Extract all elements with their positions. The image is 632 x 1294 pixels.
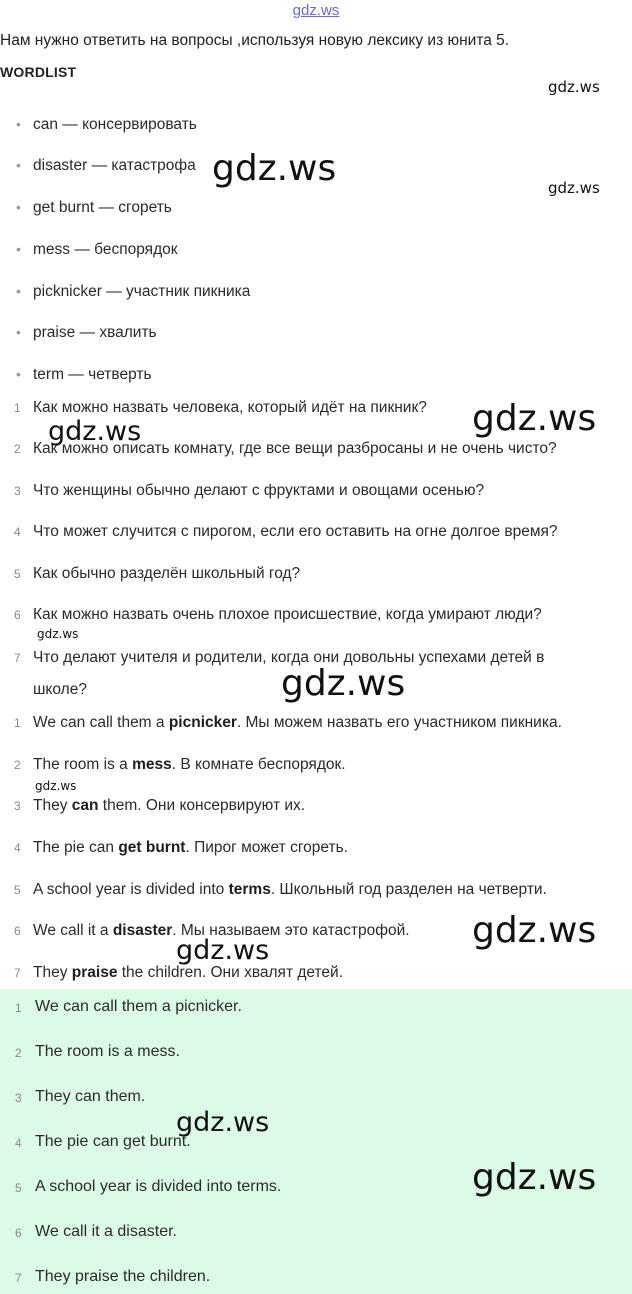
watermark: gdz.ws (548, 78, 600, 96)
keyword: get burnt (118, 839, 186, 856)
bullet-icon: • (16, 241, 21, 257)
watermark: gdz.ws (35, 779, 77, 793)
watermark: gdz.ws (472, 398, 597, 439)
bullet-icon: • (16, 324, 21, 340)
keyword: disaster (112, 922, 173, 939)
keyword: terms (228, 881, 271, 898)
answers-panel: 1 We can call them a picnicker. 2 The room is a mess. 3 They can them. 4 The pie can get burnt. 5 A school year is divided into terms. 6 We call it a disaster. 7 They praise the children. (0, 989, 632, 1294)
watermark: gdz.ws (37, 627, 79, 641)
keyword: mess (132, 756, 172, 773)
watermark: gdz.ws (472, 910, 597, 951)
bullet-icon: • (16, 116, 21, 132)
keyword: praise (71, 964, 118, 981)
watermark: gdz.ws (48, 416, 142, 447)
watermark: gdz.ws (212, 148, 337, 189)
watermark: gdz.ws (472, 1157, 597, 1198)
bullet-icon: • (16, 366, 21, 382)
bullet-icon: • (16, 199, 21, 215)
watermark: gdz.ws (281, 663, 406, 704)
bullet-icon: • (16, 157, 21, 173)
bullet-icon: • (16, 283, 21, 299)
watermark: gdz.ws (548, 179, 600, 197)
watermark: gdz.ws (176, 1107, 270, 1138)
site-link[interactable]: gdz.ws (292, 2, 340, 19)
wordlist-title: WORDLIST (0, 64, 77, 80)
intro-text: Нам нужно ответить на вопросы ,используя новую лексику из юнита 5. (0, 32, 510, 49)
keyword: can (71, 797, 99, 814)
keyword: picnicker (168, 714, 237, 731)
watermark: gdz.ws (176, 935, 270, 966)
